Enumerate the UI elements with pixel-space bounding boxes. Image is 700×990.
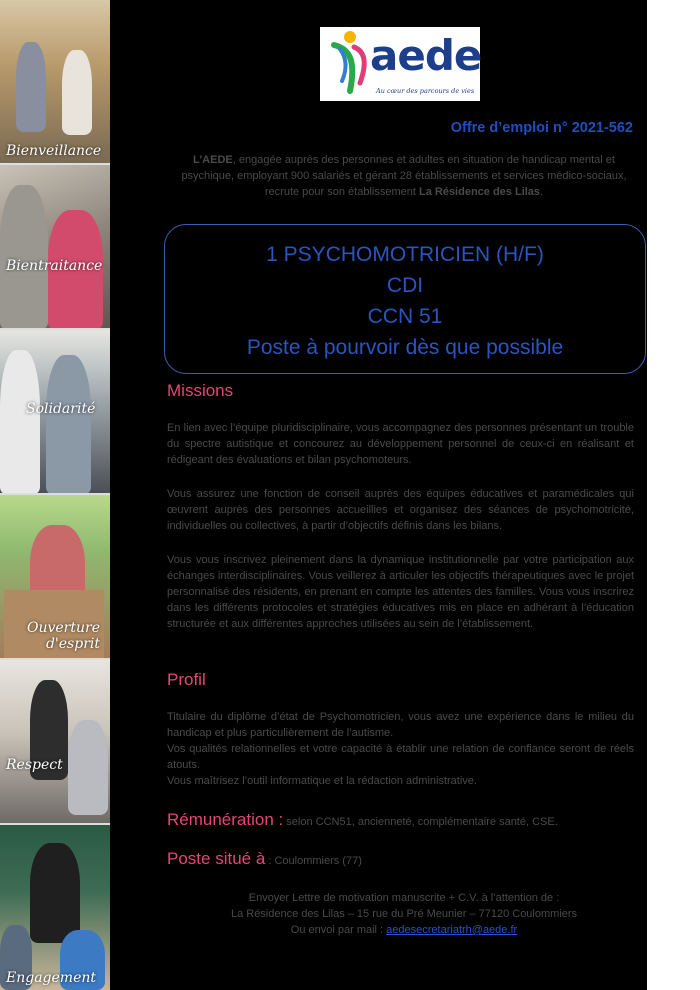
location-line: [167, 849, 362, 869]
offer-number: Offre d’emploi n° 2021-562: [450, 120, 633, 136]
profil-paragraph-1: Titulaire du diplôme d’état de Psychomotricien, vous avez une expérience dans le milieu du handicap et plus particulièrement de l’autisme.: [167, 711, 634, 739]
person-figure: [30, 843, 80, 943]
contract-type: CDI: [386, 274, 424, 297]
remuneration-line: [167, 810, 558, 830]
photo-column: [0, 0, 110, 990]
footer-address: La Résidence des Lilas – 15 rue du Pré Meunier – 77120 Coulommiers: [230, 908, 578, 920]
footer-line-3: [166, 922, 642, 938]
page-margin: [647, 0, 700, 990]
photo-bienveillance: [0, 0, 110, 165]
photo-solidarite: [0, 330, 110, 495]
missions-paragraph-1: En lien avec l’équipe pluridisciplinaire, vous accompagnez des personnes présentant un trouble du spectre autistique et concourez au développement personnel de ceux-ci en réalisant et rédigeant des évaluations et bilan psychomoteurs.: [167, 422, 634, 466]
photo-caption: Bientraitance: [6, 258, 103, 274]
remuneration-value: selon CCN51, ancienneté, complémentaire santé, CSE.: [283, 816, 558, 828]
job-title-box: [164, 224, 646, 374]
profil-heading: Profil: [167, 670, 206, 689]
job-title: 1 PSYCHOMOTRICIEN (H/F): [266, 243, 544, 266]
photo-caption: Ouverture d'esprit: [26, 620, 100, 652]
photo-caption: Respect: [6, 757, 63, 773]
logo-wordmark: aede: [370, 31, 482, 80]
photo-caption: Bienveillance: [6, 143, 102, 159]
photo-bientraitance: [0, 165, 110, 330]
location-value: : Coulommiers (77): [265, 855, 362, 867]
location-label: Poste situé à: [167, 849, 266, 868]
intro-paragraph: [166, 152, 642, 200]
footer-mail-prefix: Ou envoi par mail :: [290, 924, 387, 936]
missions-paragraph-2: Vous assurez une fonction de conseil auprès des équipes éducatives et paramédicales qui œuvrent auprès des personnes accueillies et organisez des séances de psychomotricité, individuelles ou collectives, à partir d’objectifs définis dans les bilans.: [167, 488, 634, 532]
intro-text: , engagée auprès des personnes et adultes en situation de handicap mental et psychique, employant 900 salariés et gérant 28 établissements et services médico-sociaux, recrute pour son établissement: [181, 154, 627, 198]
availability: Poste à pourvoir dès que possible: [246, 336, 564, 359]
photo-caption: Engagement: [6, 970, 96, 986]
aede-logo: [320, 27, 480, 101]
missions-paragraph-3: Vous vous inscrivez pleinement dans la dynamique institutionnelle par votre participation aux échanges interdisciplinaires. Vous veillerez à articuler les objectifs thérapeutiques avec le projet personnalisé des résidents, en prenant en compte les attentes des familles. Vous vous inscrirez dans les différents protocoles et stratégies éducatives mis en place en adhérant à l’éducation structurée et aux différentes approches utilisées au sein de l’établissement.: [167, 554, 634, 630]
profil-paragraph-2: Vos qualités relationnelles et votre capacité à établir une relation de confiance seront de réels atouts.: [167, 743, 634, 771]
person-figure: [68, 720, 108, 815]
photo-respect: [0, 660, 110, 825]
convention: CCN 51: [367, 305, 443, 328]
email-link[interactable]: aedesecretariatrh@aede.fr: [386, 924, 518, 936]
person-figure: [0, 350, 40, 495]
photo-caption: Solidarité: [26, 401, 96, 417]
org-name: L’AEDE: [193, 154, 233, 166]
person-figure: [46, 355, 91, 495]
person-figure: [16, 42, 46, 132]
remuneration-label: Rémunération :: [167, 810, 284, 829]
logo-tagline: Au cœur des parcours de vies: [376, 87, 475, 95]
profil-paragraph-3: Vous maîtrisez l’outil informatique et la rédaction administrative.: [167, 775, 477, 787]
footer-line-1: Envoyer Lettre de motivation manuscrite + C.V. à l’attention de :: [248, 892, 560, 904]
photo-engagement: [0, 825, 110, 990]
establishment-name: La Résidence des Lilas: [418, 186, 541, 198]
photo-ouverture: [0, 495, 110, 660]
application-footer: [166, 890, 642, 938]
missions-heading: Missions: [167, 381, 234, 400]
person-figure: [62, 50, 92, 135]
intro-end: .: [540, 186, 544, 198]
